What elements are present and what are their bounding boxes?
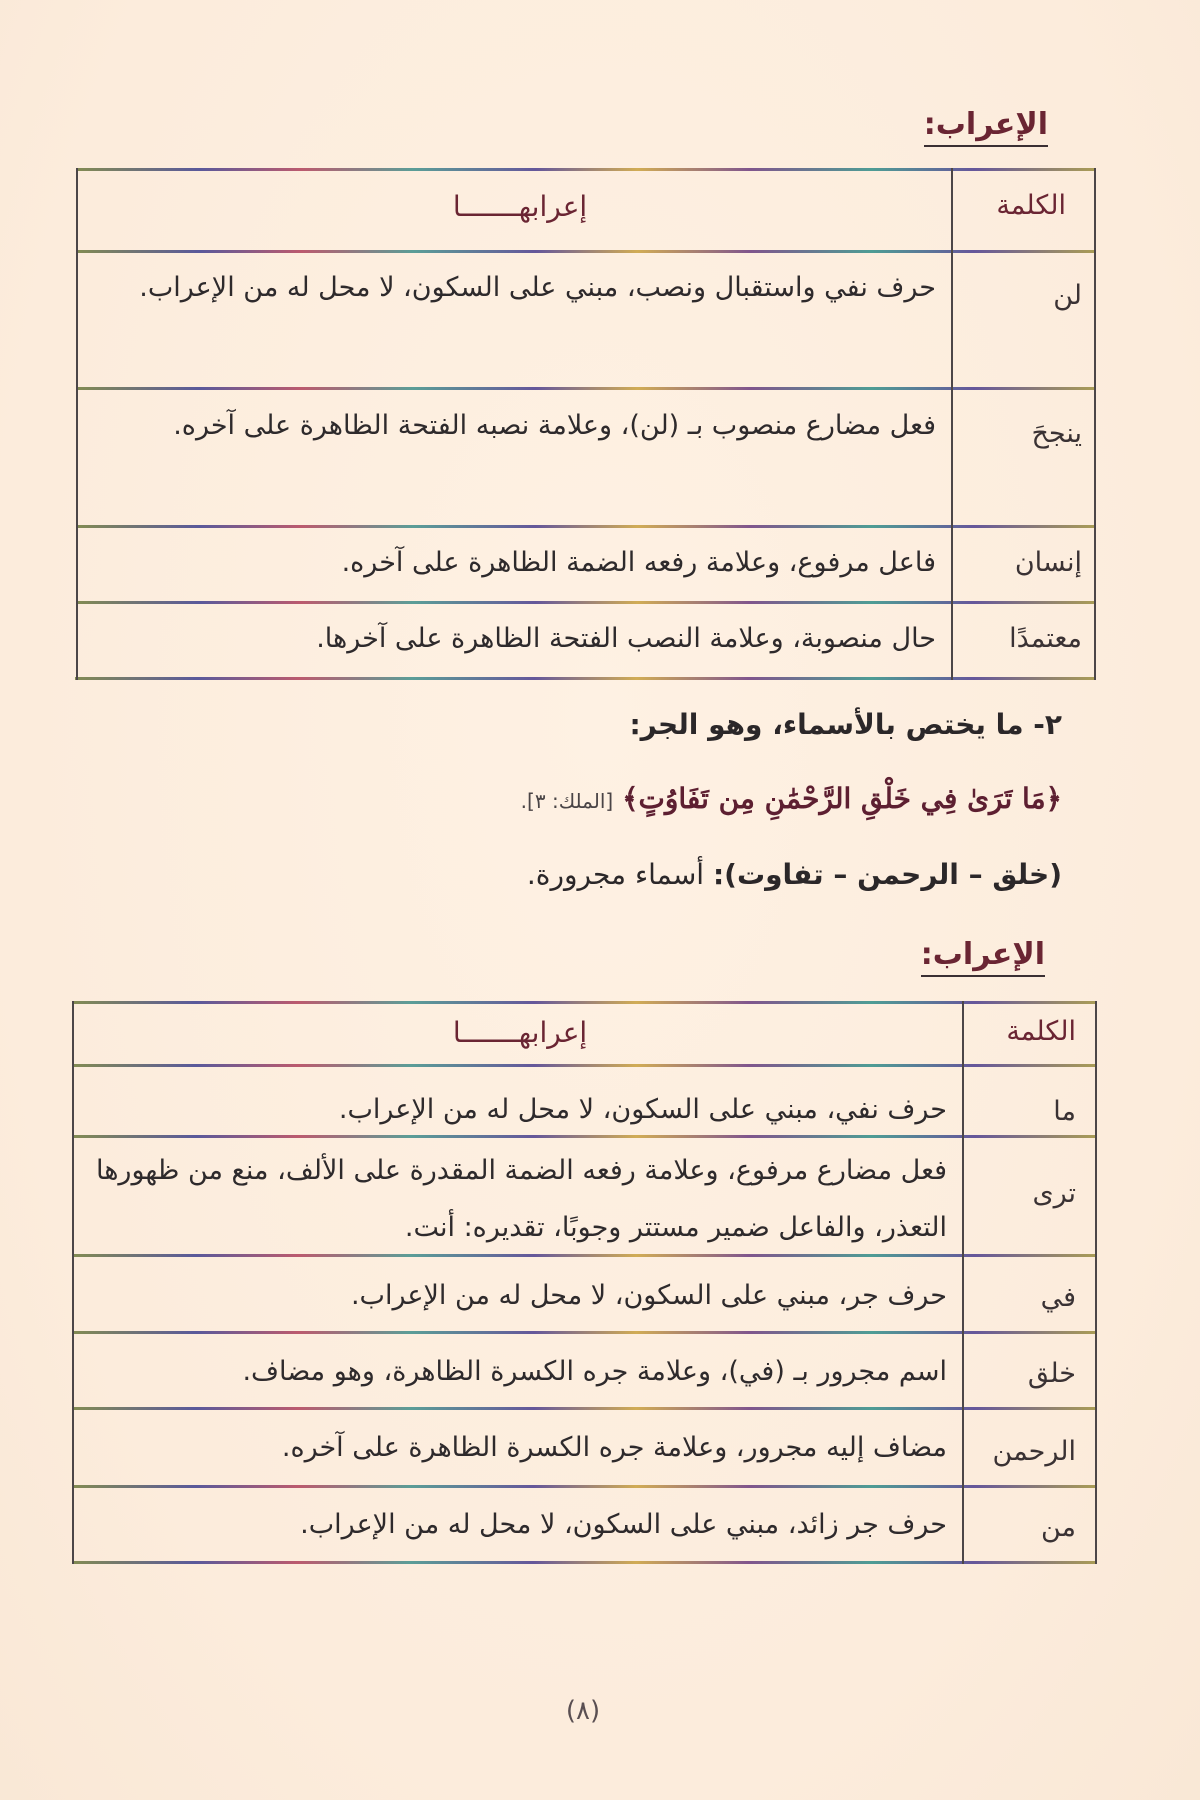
row-word: ينجحَ bbox=[1031, 418, 1082, 449]
row-irab: حال منصوبة، وعلامة النصب الفتحة الظاهرة على آخرها. bbox=[316, 623, 936, 654]
row-word: ترى bbox=[1032, 1178, 1076, 1209]
quran-verse: مَا تَرَىٰ فِي خَلْقِ الرَّحْمَٰنِ مِن تَفَاوُتٍ bbox=[638, 782, 1046, 815]
row-irab: مضاف إليه مجرور، وعلامة جره الكسرة الظاهرة على آخره. bbox=[281, 1432, 947, 1463]
table-rule bbox=[73, 1001, 1097, 1004]
row-word: من bbox=[1040, 1512, 1076, 1543]
jarr-note-rest: أسماء مجرورة. bbox=[526, 858, 713, 891]
row-word: خلق bbox=[1027, 1358, 1076, 1389]
header-word: الكلمة bbox=[996, 190, 1066, 221]
table-rule bbox=[73, 1135, 1097, 1138]
table-rule bbox=[73, 1064, 1097, 1067]
row-irab: حرف نفي، مبني على السكون، لا محل له من الإعراب. bbox=[338, 1094, 947, 1125]
row-word: ما bbox=[1053, 1096, 1076, 1127]
table-rule bbox=[77, 387, 1096, 390]
section-heading-irab-2: الإعراب: bbox=[921, 940, 1045, 977]
table-border-right bbox=[1094, 168, 1096, 680]
row-irab: فعل مضارع منصوب بـ (لن)، وعلامة نصبه الفتحة الظاهرة على آخره. bbox=[173, 410, 936, 441]
table-rule bbox=[72, 1561, 1097, 1564]
table-border-left bbox=[76, 168, 78, 680]
row-word: معتمدًا bbox=[1009, 623, 1082, 654]
section-heading-irab-1: الإعراب: bbox=[924, 110, 1048, 147]
row-irab: حرف جر زائد، مبني على السكون، لا محل له من الإعراب. bbox=[300, 1509, 947, 1540]
header-irab: إعرابهـــــــا bbox=[452, 1016, 588, 1049]
table-rule bbox=[77, 168, 1096, 171]
verse-reference: [الملك: ٣]. bbox=[520, 789, 614, 813]
row-irab: فاعل مرفوع، وعلامة رفعه الضمة الظاهرة على آخره. bbox=[341, 547, 936, 578]
jarr-note-line bbox=[527, 858, 1062, 891]
table-rule bbox=[73, 1407, 1097, 1410]
row-irab: فعل مضارع مرفوع، وعلامة رفعه الضمة المقدرة على الألف، منع من ظهورها التعذر، والفاعل ضمير مستتر وجوبًا، تقديره: أنت. bbox=[95, 1155, 947, 1243]
table-border-left bbox=[72, 1001, 74, 1564]
quran-verse-line bbox=[521, 782, 1062, 815]
row-irab: اسم مجرور بـ (في)، وعلامة جره الكسرة الظاهرة، وهو مضاف. bbox=[242, 1356, 947, 1387]
table-rule bbox=[77, 601, 1096, 604]
row-word: إنسان bbox=[1014, 547, 1082, 578]
page-number: (٨) bbox=[565, 1696, 601, 1726]
row-irab: حرف نفي واستقبال ونصب، مبني على السكون، لا محل له من الإعراب. bbox=[139, 272, 936, 303]
row-word: في bbox=[1040, 1282, 1076, 1313]
jarr-note-words: (خلق – الرحمن – تفاوت): bbox=[712, 858, 1062, 891]
row-word: لن bbox=[1053, 280, 1082, 311]
table-rule bbox=[77, 250, 1096, 253]
table-column-divider bbox=[951, 168, 953, 680]
row-irab: حرف جر، مبني على السكون، لا محل له من الإعراب. bbox=[350, 1280, 947, 1311]
table-rule bbox=[75, 677, 1096, 680]
header-word: الكلمة bbox=[1006, 1016, 1076, 1047]
table-border-right bbox=[1095, 1001, 1097, 1564]
verse-open-bracket: ﴿ bbox=[1045, 782, 1062, 815]
table-rule bbox=[73, 1331, 1097, 1334]
table-column-divider bbox=[962, 1001, 964, 1564]
verse-close-bracket: ﴾ bbox=[622, 782, 639, 815]
section-2-title: ٢- ما يختص بالأسماء، وهو الجر: bbox=[629, 708, 1062, 741]
header-irab: إعرابهـــــــا bbox=[452, 190, 588, 223]
table-rule bbox=[77, 525, 1096, 528]
table-rule bbox=[73, 1485, 1097, 1488]
row-word: الرحمن bbox=[992, 1436, 1076, 1467]
